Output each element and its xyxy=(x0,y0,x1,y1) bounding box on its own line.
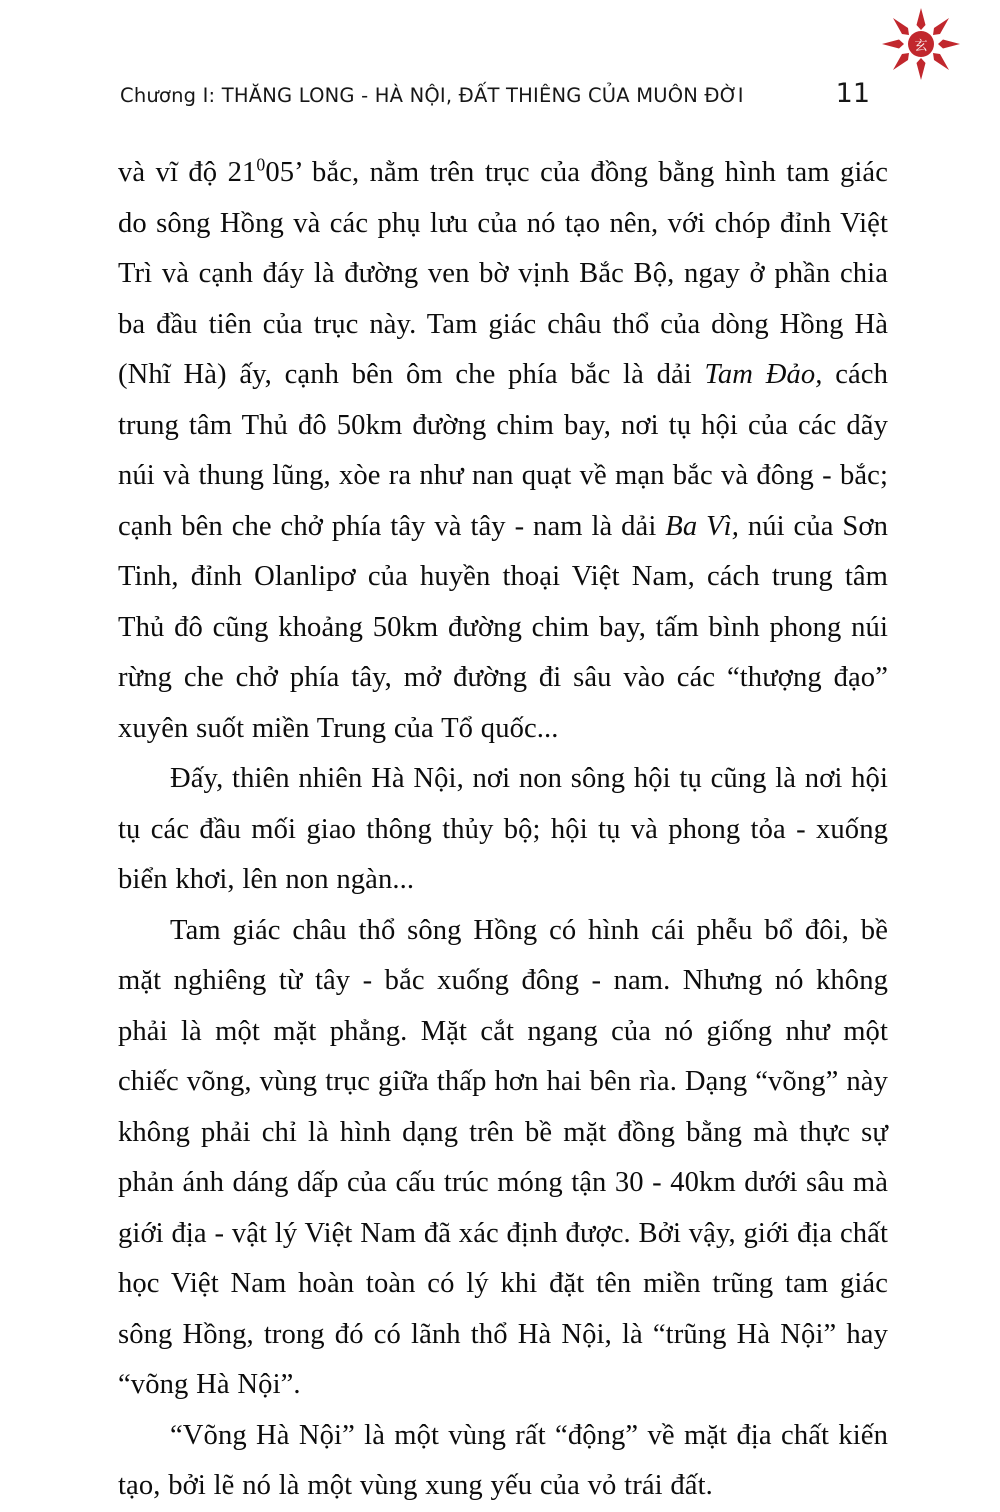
text-run: Đấy, thiên nhiên Hà Nội, nơi non sông hội tụ cũng là nơi hội tụ các đầu mối giao thông thủy bộ; hội tụ và phong tỏa - xuống biển khơi, lên non ngàn... xyxy=(118,763,888,895)
body-text xyxy=(118,148,888,1512)
text-run: và vĩ độ 21 xyxy=(118,157,257,188)
running-head xyxy=(120,78,880,109)
ornamental-star-logo-icon xyxy=(882,8,960,80)
chapter-title: Chương I: THĂNG LONG - HÀ NỘI, ĐẤT THIÊNG CỦA MUÔN ĐỜI xyxy=(120,84,744,107)
text-run: núi của Sơn Tinh, đỉnh Olanlipơ của huyền thoại Việt Nam, cách trung tâm Thủ đô cũng khoảng 50km đường chim bay, tấm bình phong núi rừng che chở phía tây, mở đường đi sâu vào các “thượng đạo” xuyên suốt miền Trung của Tổ quốc... xyxy=(118,510,888,744)
degree-superscript: 0 xyxy=(256,154,266,175)
text-run: “Võng Hà Nội” là một vùng rất “động” về mặt địa chất kiến tạo, bởi lẽ nó là một vùng xung yếu của vỏ trái đất. xyxy=(118,1419,888,1501)
text-run: 05’ bắc, nằm trên trục của đồng bằng hình tam giác do sông Hồng và các phụ lưu của nó tạo nên, với chóp đỉnh Việt Trì và cạnh đáy là đường ven bờ vịnh Bắc Bộ, ngay ở phần chia ba đầu tiên của trục này. Tam giác châu thổ của dòng Hồng Hà (Nhĩ Hà) ấy, cạnh bên ôm che phía bắc là dải xyxy=(118,157,888,390)
text-run: cách trung tâm Thủ đô 50km đường chim bay, nơi tụ hội của các dãy núi và thung lũng, xòe ra như nan quạt về mạn bắc và đông - bắc; cạnh bên che chở phía tây và tây - nam là dải xyxy=(118,359,888,542)
paragraph xyxy=(118,906,888,1411)
italic-term: Tam Đảo, xyxy=(704,359,823,390)
svg-text:玄: 玄 xyxy=(914,39,928,54)
paragraph xyxy=(118,754,888,906)
paragraph xyxy=(118,148,888,754)
paragraph xyxy=(118,1411,888,1512)
italic-term: Ba Vì, xyxy=(665,510,739,542)
text-run: Tam giác châu thổ sông Hồng có hình cái phễu bổ đôi, bề mặt nghiêng từ tây - bắc xuống đông - nam. Nhưng nó không phải là một mặt phẳng. Mặt cắt ngang của nó giống như một chiếc võng, vùng trục giữa thấp hơn hai bên rìa. Dạng “võng” này không phải chỉ là hình dạng trên bề mặt đồng bằng mà thực sự phản ánh dáng dấp của cấu trúc móng tận 30 - 40km dưới sâu mà giới địa - vật lý Việt Nam đã xác định được. Bởi vậy, giới địa chất học Việt Nam hoàn toàn có lý khi đặt tên miền trũng tam giác sông Hồng, trong đó có lãnh thổ Hà Nội, là “trũng Hà Nội” hay “võng Hà Nội”. xyxy=(118,914,888,1400)
page-number: 11 xyxy=(835,78,870,109)
